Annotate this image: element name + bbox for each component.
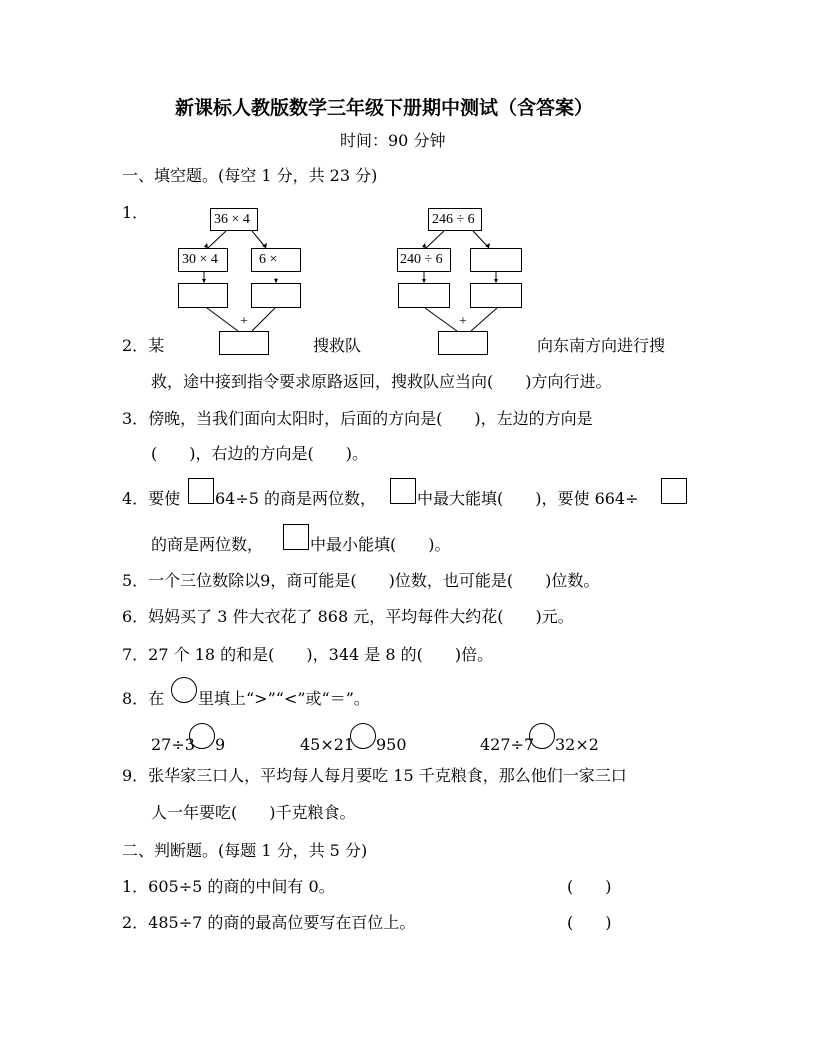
q8-expr-2-right: 950 (376, 735, 407, 754)
time-limit: 时间：90 分钟 (340, 131, 446, 150)
judgement-item-2-text: 2．485÷7 的商的最高位要写在百位上。 (122, 913, 416, 932)
q8-expr-3-left: 427÷7 (480, 735, 535, 754)
q1-right-sum-box[interactable] (438, 331, 488, 355)
question-2-line-1a: 2．某 (122, 336, 165, 355)
q1-right-a-label: 240 ÷ 6 (400, 252, 443, 267)
q1-left-plus: + (240, 314, 248, 329)
q8-expr-1-left: 27÷3 (151, 735, 195, 754)
question-4-line-1c: 中最大能填( )，要使 664÷ (417, 489, 639, 508)
q1-left-top-box (210, 208, 258, 231)
q1-right-b-answer-box[interactable] (470, 248, 522, 272)
judgement-item-1-text: 1．605÷5 的商的中间有 0。 (122, 877, 335, 896)
q1-right-a-box (397, 248, 451, 272)
q4-blank-box-3[interactable] (661, 478, 687, 504)
q1-left-sum-box[interactable] (219, 331, 269, 355)
q1-left-answer-box-1[interactable] (178, 283, 228, 308)
question-9-line-2: 人一年要吃( )千克粮食。 (151, 803, 356, 822)
q1-left-a-box (178, 248, 228, 272)
q1-right-top-label: 246 ÷ 6 (432, 212, 475, 227)
q1-right-plus: + (459, 314, 467, 329)
q4-blank-box-2[interactable] (390, 478, 416, 504)
question-6: 6．妈妈买了 3 件大衣花了 868 元，平均每件大约花( )元。 (122, 607, 574, 626)
question-4-line-2b: 中最小能填( )。 (310, 535, 451, 554)
q1-left-a-label: 30 × 4 (182, 252, 218, 267)
question-1-number: 1． (122, 203, 149, 222)
q8-expr-3-right: 32×2 (555, 735, 599, 754)
q8-compare-circle-2[interactable] (350, 723, 376, 749)
q8-expr-1-right: 9 (215, 735, 226, 754)
judgement-item-2-mark[interactable]: ( ) (567, 913, 612, 932)
q1-left-answer-box-2[interactable] (251, 283, 301, 308)
page-title: 新课标人教版数学三年级下册期中测试（含答案） (175, 97, 594, 119)
question-4-line-1a: 4．要使 (122, 489, 181, 508)
question-2-line-1c: 向东南方向进行搜 (537, 336, 666, 355)
question-3-line-2: ( )，右边的方向是( )。 (151, 444, 368, 463)
q1-left-top-label: 36 × 4 (214, 212, 250, 227)
q1-right-answer-box-2[interactable] (470, 283, 522, 308)
question-2-line-2: 救，途中接到指令要求原路返回，搜救队应当向( )方向行进。 (151, 372, 612, 391)
q8-compare-circle-1[interactable] (189, 723, 215, 749)
q1-left-b-box (251, 248, 301, 272)
q1-right-answer-box-1[interactable] (398, 283, 450, 308)
question-3-line-1: 3．傍晚，当我们面向太阳时，后面的方向是( )，左边的方向是 (122, 409, 593, 428)
q1-left-b-label: 6 × (259, 252, 278, 267)
question-4-line-1b: 64÷5 的商是两位数， (215, 489, 377, 508)
question-7: 7．27 个 18 的和是( )，344 是 8 的( )倍。 (122, 645, 494, 664)
q8-symbol-circle (171, 677, 197, 703)
section-1-heading: 一、填空题。(每空 1 分，共 23 分) (122, 166, 378, 185)
q1-right-top-box (428, 208, 482, 231)
question-8-line-1b: 里填上“>”“<”或“＝”。 (198, 689, 370, 708)
judgement-item-1-mark[interactable]: ( ) (567, 877, 612, 896)
question-4-line-2a: 的商是两位数， (151, 535, 264, 554)
question-8-line-1a: 8．在 (122, 689, 165, 708)
q4-blank-box-4[interactable] (283, 524, 309, 550)
section-2-heading: 二、判断题。(每题 1 分，共 5 分) (122, 841, 368, 860)
q4-blank-box-1[interactable] (188, 478, 214, 504)
q8-compare-circle-3[interactable] (529, 723, 555, 749)
question-2-line-1b: 搜救队 (313, 336, 362, 355)
question-5: 5．一个三位数除以9，商可能是( )位数，也可能是( )位数。 (122, 571, 600, 590)
q8-expr-2-left: 45×21 (300, 735, 355, 754)
question-9-line-1: 9．张华家三口人，平均每人每月要吃 15 千克粮食，那么他们一家三口 (122, 766, 627, 785)
